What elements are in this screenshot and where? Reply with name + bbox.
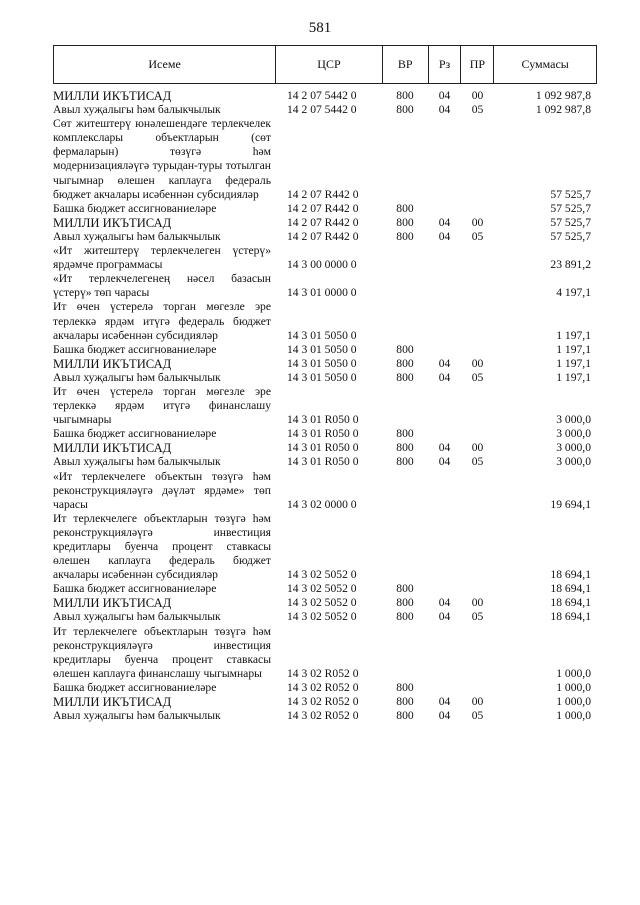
table-row [53, 216, 597, 230]
table-row [53, 610, 597, 624]
cell-csr: 14 3 02 R052 0 [287, 680, 359, 694]
cell-name: «Ит житештерү терлекчелеген үстерү» ярдәмче программасы [53, 244, 271, 272]
cell-sum: 18 694,1 [550, 596, 591, 610]
cell-vr: 800 [396, 680, 414, 694]
cell-rz: 04 [438, 695, 451, 709]
table-header [53, 45, 597, 84]
cell-name: «Ит терлекчелеге объектын төзүгә һәм реконструкцияләүгә дәүләт ярдәме» төп чарасы [53, 469, 271, 511]
header-rz: Рз [428, 46, 461, 83]
cell-csr: 14 2 07 R442 0 [287, 201, 359, 215]
cell-csr: 14 3 02 5052 0 [287, 610, 357, 624]
cell-name: Ит терлекчелеге объектларын төзүгә һәм реконструкцияләүгә инвестиция кредитлары буенча процент ставкасы өлешен каплауга финанслашу чыгымнары [53, 624, 271, 680]
cell-pr: 00 [471, 596, 484, 610]
cell-name: Ит өчен үстерелә торган мөгезле эре терлеккә ярдәм итүгә федераль бюджет акчалары исәбеннән субсидияләр [53, 300, 271, 342]
cell-pr: 05 [471, 610, 484, 624]
table-row [53, 470, 597, 512]
cell-vr: 800 [396, 215, 414, 229]
cell-sum: 3 000,0 [556, 455, 591, 469]
cell-csr: 14 3 01 0000 0 [287, 286, 357, 300]
cell-csr: 14 3 02 R052 0 [287, 666, 359, 680]
cell-csr: 14 2 07 5442 0 [287, 89, 357, 102]
cell-csr: 14 3 02 0000 0 [287, 497, 357, 511]
cell-name: Ит өчен үстерелә торган мөгезле эре терлеккә ярдәм итүгә финанслашу чыгымнары [53, 384, 271, 427]
cell-name: Авыл хуҗалыгы һәм балыкчылык [53, 610, 221, 624]
cell-name: МИЛЛИ ИКЪТИСАД [53, 89, 172, 103]
cell-pr: 00 [471, 215, 484, 229]
cell-csr: 14 3 02 5052 0 [287, 568, 357, 582]
cell-sum: 1 197,1 [556, 342, 591, 356]
cell-rz: 04 [438, 455, 451, 469]
cell-rz: 04 [438, 103, 451, 117]
cell-name: Авыл хуҗалыгы һәм балыкчылык [53, 709, 221, 723]
cell-csr: 14 3 01 R050 0 [287, 413, 359, 427]
cell-rz: 04 [438, 215, 451, 229]
cell-vr: 800 [396, 695, 414, 709]
cell-name: МИЛЛИ ИКЪТИСАД [53, 695, 172, 710]
cell-sum: 3 000,0 [556, 413, 591, 427]
cell-csr: 14 3 02 5052 0 [287, 596, 357, 610]
cell-rz: 04 [438, 356, 451, 370]
cell-vr: 800 [396, 610, 414, 624]
header-sum: Суммасы [493, 46, 596, 83]
table-row [53, 441, 597, 455]
table-row [53, 681, 597, 695]
table-row [53, 300, 597, 342]
cell-pr: 00 [471, 89, 484, 102]
table-row [53, 695, 597, 709]
cell-csr: 14 2 07 R442 0 [287, 187, 359, 201]
cell-vr: 800 [396, 455, 414, 469]
header-vr: ВР [382, 46, 428, 83]
page-number: 581 [308, 20, 332, 36]
table-row [53, 357, 597, 371]
cell-sum: 57 525,7 [550, 201, 591, 215]
table-row [53, 512, 597, 582]
cell-csr: 14 3 01 R050 0 [287, 427, 359, 441]
cell-sum: 4 197,1 [556, 286, 591, 300]
cell-vr: 800 [396, 441, 414, 455]
header-pr: ПР [460, 46, 493, 83]
cell-pr: 00 [471, 695, 484, 709]
table-row [53, 455, 597, 469]
cell-sum: 1 197,1 [556, 328, 591, 342]
cell-sum: 1 000,0 [556, 680, 591, 694]
cell-vr: 800 [396, 103, 414, 117]
cell-rz: 04 [438, 441, 451, 455]
header-csr: ЦСР [275, 46, 382, 83]
cell-vr: 800 [396, 229, 414, 243]
cell-pr: 05 [471, 370, 484, 384]
table-row [53, 272, 597, 300]
cell-name: Башка бюджет ассигнованиеләре [53, 342, 217, 356]
cell-sum: 57 525,7 [550, 187, 591, 201]
cell-csr: 14 3 01 5050 0 [287, 342, 357, 356]
cell-sum: 57 525,7 [550, 229, 591, 243]
cell-vr: 800 [396, 709, 414, 723]
cell-pr: 05 [471, 709, 484, 723]
cell-csr: 14 2 07 5442 0 [287, 103, 357, 117]
table-row [53, 596, 597, 610]
cell-rz: 04 [438, 596, 451, 610]
cell-rz: 04 [438, 610, 451, 624]
cell-sum: 19 694,1 [550, 497, 591, 511]
cell-sum: 1 000,0 [556, 695, 591, 709]
cell-sum: 3 000,0 [556, 427, 591, 441]
cell-rz: 04 [438, 709, 451, 723]
cell-name: Авыл хуҗалыгы һәм балыкчылык [53, 370, 221, 384]
cell-name: «Ит терлекчелегенең нәсел базасын үстерү» төп чарасы [53, 272, 271, 300]
cell-csr: 14 3 01 5050 0 [287, 328, 357, 342]
cell-name: МИЛЛИ ИКЪТИСАД [53, 441, 172, 456]
header-name: Исеме [148, 57, 181, 71]
cell-name: Ит терлекчелеге объектларын төзүгә һәм реконструкцияләүгә инвестиция кредитлары буенча процент ставкасы өлешен каплауга федераль бюджет акчалары исәбеннән субсидияләр [53, 511, 271, 582]
cell-sum: 1 000,0 [556, 666, 591, 680]
table-row [53, 582, 597, 596]
cell-csr: 14 3 01 5050 0 [287, 356, 357, 370]
cell-csr: 14 3 02 R052 0 [287, 695, 359, 709]
table-row [53, 244, 597, 272]
cell-vr: 800 [396, 596, 414, 610]
cell-sum: 1 092 987,8 [535, 89, 591, 102]
cell-pr: 00 [471, 441, 484, 455]
cell-sum: 18 694,1 [550, 568, 591, 582]
cell-name: Сөт житештерү юнәлешендәге терлекчелек комплекслары объектларын (сөт фермаларын) төзүгә һәм модернизацияләүгә турыдан-туры тотылган чыгымнар өлешен каплауга федераль бюджет акчалары исәбеннән субсидияләр [53, 117, 271, 201]
cell-csr: 14 2 07 R442 0 [287, 215, 359, 229]
cell-csr: 14 3 01 R050 0 [287, 441, 359, 455]
cell-vr: 800 [396, 370, 414, 384]
table-row [53, 117, 597, 202]
table-row [53, 230, 597, 244]
table-row [53, 709, 597, 723]
cell-sum: 1 092 987,8 [535, 103, 591, 117]
cell-vr: 800 [396, 342, 414, 356]
cell-vr: 800 [396, 201, 414, 215]
cell-name: МИЛЛИ ИКЪТИСАД [53, 215, 172, 230]
cell-sum: 3 000,0 [556, 441, 591, 455]
cell-vr: 800 [396, 356, 414, 370]
cell-csr: 14 3 02 5052 0 [287, 582, 357, 596]
cell-name: МИЛЛИ ИКЪТИСАД [53, 596, 172, 611]
cell-vr: 800 [396, 89, 414, 102]
table-row [53, 371, 597, 385]
cell-pr: 05 [471, 103, 484, 117]
cell-csr: 14 3 02 R052 0 [287, 709, 359, 723]
cell-rz: 04 [438, 229, 451, 243]
cell-pr: 00 [471, 356, 484, 370]
cell-csr: 14 3 01 5050 0 [287, 370, 357, 384]
cell-vr: 800 [396, 582, 414, 596]
cell-name: МИЛЛИ ИКЪТИСАД [53, 356, 172, 371]
cell-name: Авыл хуҗалыгы һәм балыкчылык [53, 455, 221, 469]
table-row [53, 625, 597, 681]
table-row [53, 103, 597, 117]
cell-sum: 1 000,0 [556, 709, 591, 723]
cell-name: Башка бюджет ассигнованиеләре [53, 427, 217, 441]
cell-sum: 1 197,1 [556, 370, 591, 384]
cell-sum: 57 525,7 [550, 215, 591, 229]
cell-sum: 18 694,1 [550, 610, 591, 624]
cell-name: Авыл хуҗалыгы һәм балыкчылык [53, 103, 221, 117]
budget-table-body [53, 89, 597, 723]
table-row [53, 343, 597, 357]
cell-name: Авыл хуҗалыгы һәм балыкчылык [53, 229, 221, 243]
cell-csr: 14 2 07 R442 0 [287, 229, 359, 243]
cell-sum: 1 197,1 [556, 356, 591, 370]
cell-name: Башка бюджет ассигнованиеләре [53, 582, 217, 596]
cell-sum: 18 694,1 [550, 582, 591, 596]
table-row [53, 427, 597, 441]
cell-name: Башка бюджет ассигнованиеләре [53, 201, 217, 215]
cell-csr: 14 3 00 0000 0 [287, 258, 357, 272]
table-row [53, 89, 597, 103]
cell-name: Башка бюджет ассигнованиеләре [53, 680, 217, 694]
cell-csr: 14 3 01 R050 0 [287, 455, 359, 469]
cell-vr: 800 [396, 427, 414, 441]
table-row [53, 385, 597, 427]
cell-pr: 05 [471, 229, 484, 243]
table-row [53, 202, 597, 216]
cell-rz: 04 [438, 370, 451, 384]
cell-pr: 05 [471, 455, 484, 469]
cell-rz: 04 [438, 89, 451, 102]
cell-sum: 23 891,2 [550, 258, 591, 272]
